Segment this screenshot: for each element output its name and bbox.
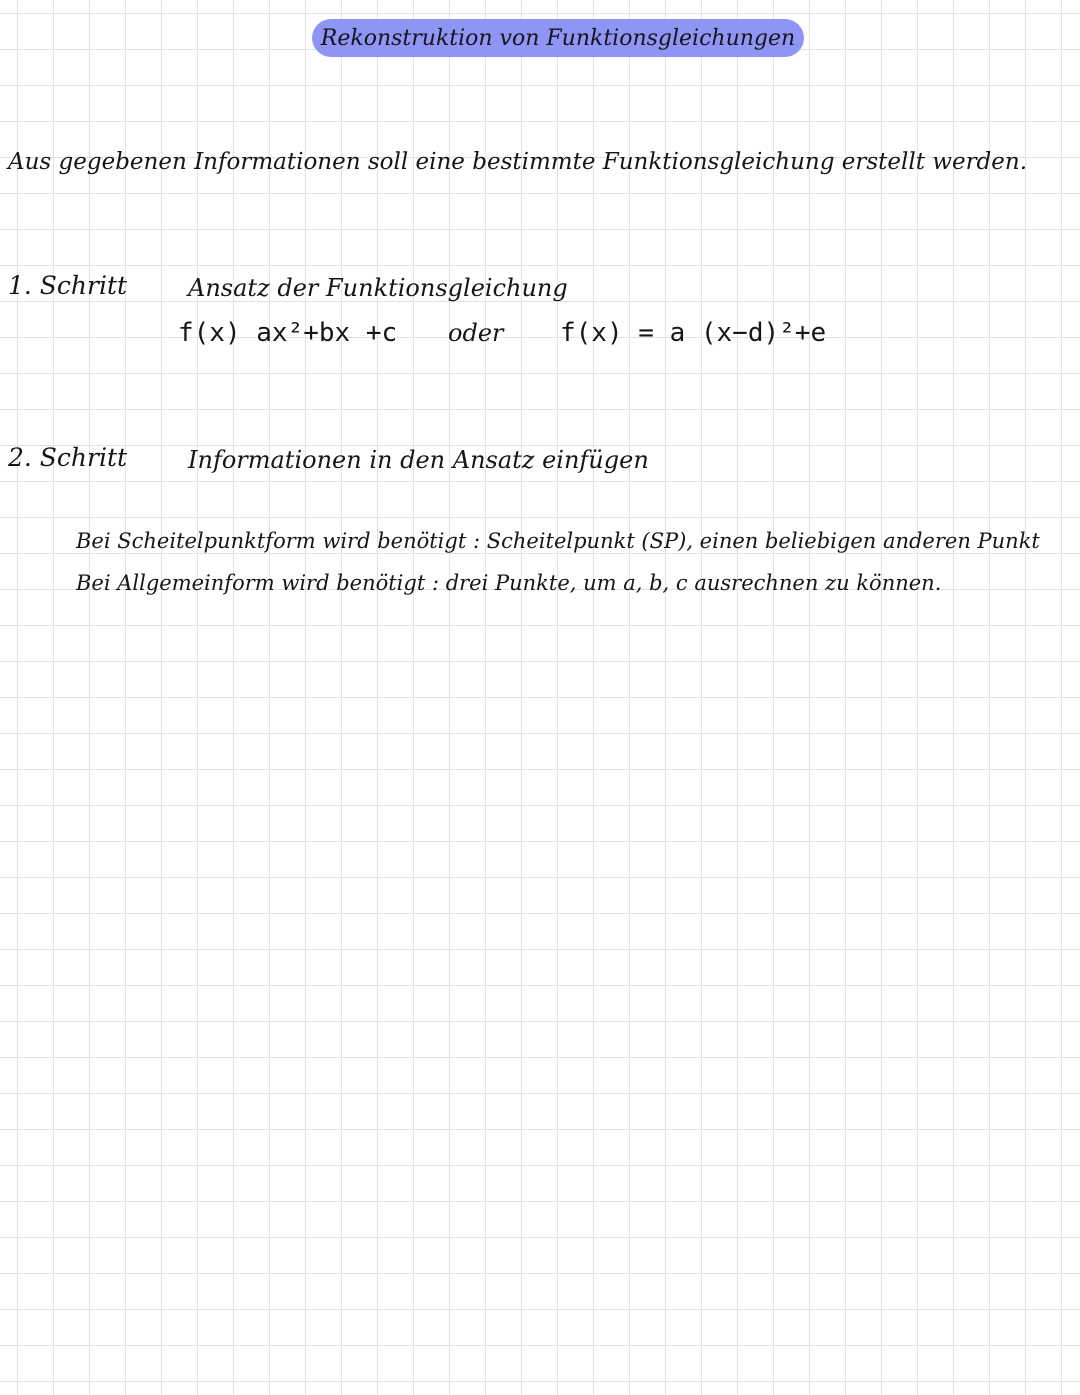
formula-row [178,318,826,348]
page-title: Rekonstruktion von Funktionsgleichungen [320,25,796,51]
step-1-label: 1. Schritt [8,271,128,300]
step-1-heading: Ansatz der Funktionsgleichung [188,274,568,302]
title-highlight [312,19,804,57]
formula-connector: oder [448,319,504,347]
requirement-vertex-form: Bei Scheitelpunktform wird benötigt : Scheitelpunkt (SP), einen beliebigen anderen Punkt [76,529,1040,553]
requirement-general-form: Bei Allgemeinform wird benötigt : drei Punkte, um a, b, c ausrechnen zu können. [76,571,942,595]
step-2-label: 2. Schritt [8,443,128,472]
formula-vertex-form: f(x) = a (x−d)²+e [560,318,827,348]
step-2-heading: Informationen in den Ansatz einfügen [188,446,649,474]
intro-text: Aus gegebenen Informationen soll eine bestimmte Funktionsgleichung erstellt werden. [8,149,1028,175]
formula-general-form: f(x) ax²+bx +c [178,318,398,348]
